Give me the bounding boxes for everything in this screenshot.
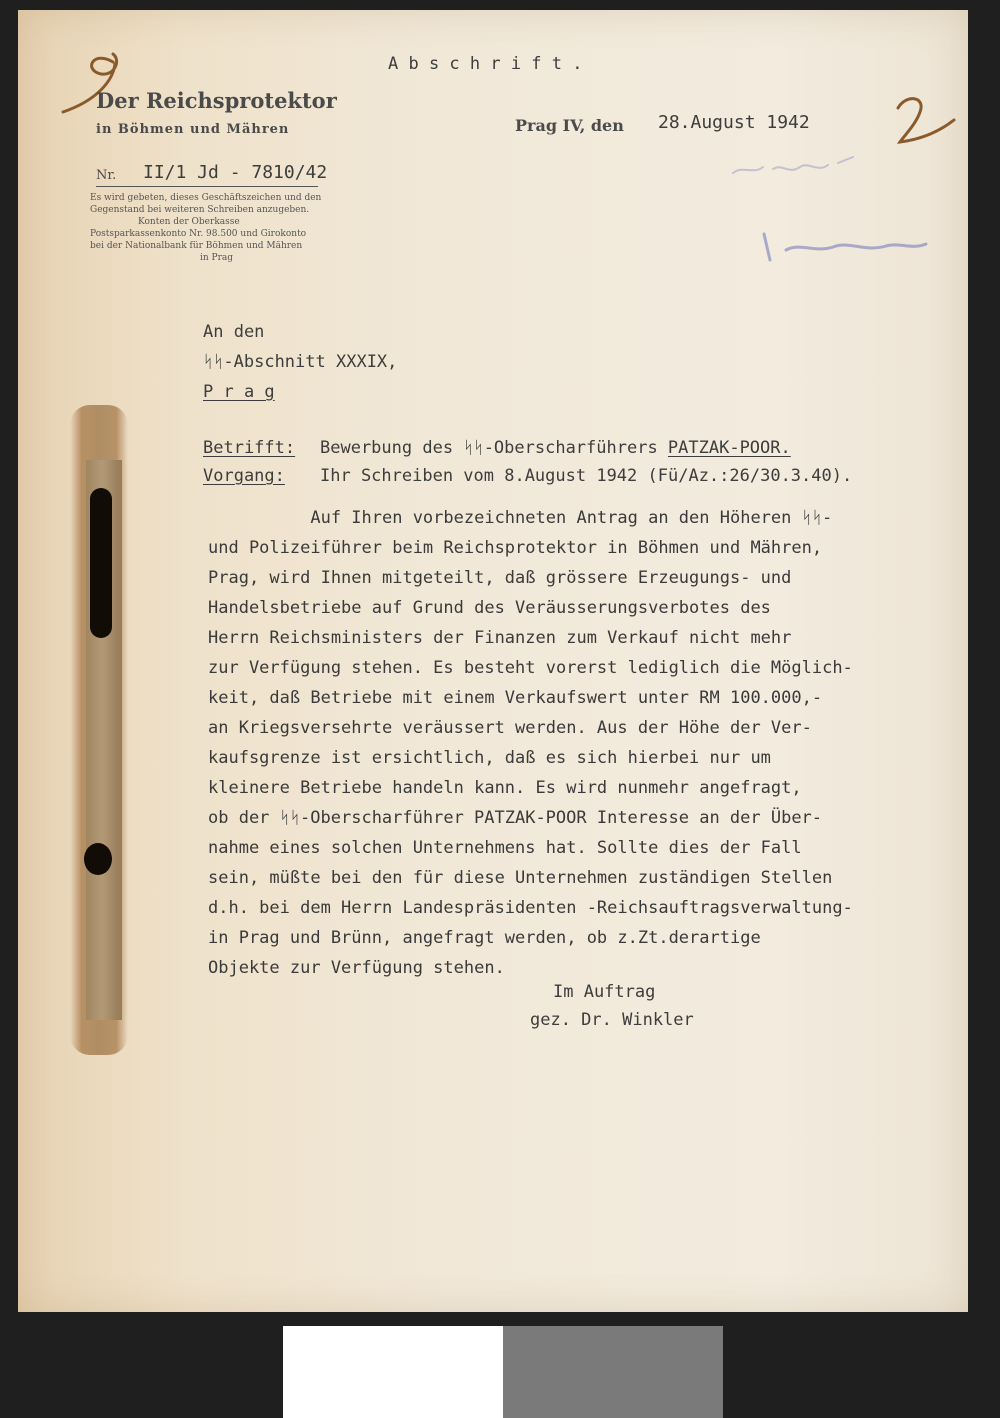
pencil-scribble-2 [756,220,936,270]
betrifft-subject: Bewerbung des ᛋᛋ-Oberscharführers [320,438,668,458]
body-line: nahme eines solchen Unternehmens hat. Sollte dies der Fall [208,838,802,858]
recipient-line-1: An den [203,322,265,342]
vorgang-label: Vorgang: [203,466,285,486]
body-line: und Polizeiführer beim Reichsprotektor in Böhmen und Mähren, [208,538,823,558]
letter-date: 28.August 1942 [658,112,810,133]
body-line: in Prag und Brünn, angefragt werden, ob z.Zt.derartige [208,928,761,948]
punch-hole-bottom [84,843,112,875]
header-note: Gegenstand bei weiteren Schreiben anzugeben. [90,205,310,215]
betrifft-name: PATZAK-POOR. [667,438,791,458]
punch-hole-top [90,488,112,638]
recipient-line-2: ᛋᛋ-Abschnitt XXXIX, [203,352,398,372]
signature-line-2: gez. Dr. Winkler [530,1010,694,1030]
reference-number: II/1 Jd - 7810/42 [143,162,328,183]
body-line: zur Verfügung stehen. Es besteht vorerst lediglich die Möglich- [208,658,853,678]
document-page [18,10,968,1312]
body-line: Objekte zur Verfügung stehen. [208,958,505,978]
body-line: Handelsbetriebe auf Grund des Veräusserungsverbotes des [208,598,771,618]
recipient-city: P r a g [203,382,275,402]
header-note: Es wird gebeten, dieses Geschäftszeichen und den [90,193,322,203]
body-line: d.h. bei dem Herrn Landespräsidenten -Reichsauftragsverwaltung- [208,898,853,918]
body-line: sein, müßte bei den für diese Unternehmen zuständigen Stellen [208,868,833,888]
vorgang-text: Ihr Schreiben vom 8.August 1942 (Fü/Az.:26/30.3.40). [320,466,853,486]
body-line: kleinere Betriebe handeln kann. Es wird nunmehr angefragt, [208,778,802,798]
signature-line-1: Im Auftrag [553,982,656,1002]
body-line: Auf Ihren vorbezeichneten Antrag an den Höheren ᛋᛋ- [208,508,833,528]
place-date-prefix: Prag IV, den [515,116,624,135]
header-note: Postsparkassenkonto Nr. 98.500 und Girokonto [90,229,307,239]
body-line: an Kriegsversehrte veräussert werden. Aus der Höhe der Ver- [208,718,812,738]
letterhead-subtitle: in Böhmen und Mähren [96,122,290,137]
handwritten-mark-2 [886,90,966,160]
body-line: keit, daß Betriebe mit einem Verkaufswert unter RM 100.000,- [208,688,823,708]
body-line: kaufsgrenze ist ersichtlich, daß es sich hierbei nur um [208,748,771,768]
header-note: Konten der Oberkasse [138,217,240,227]
header-note: in Prag [200,253,234,263]
body-line: ob der ᛋᛋ-Oberscharführer PATZAK-POOR Interesse an der Über- [208,808,823,828]
body-line: Herrn Reichsministers der Finanzen zum Verkauf nicht mehr [208,628,792,648]
header-note: bei der Nationalbank für Böhmen und Mähren [90,241,303,251]
white-calibration-swatch [283,1326,503,1418]
header-notes [90,192,330,264]
betrifft-label: Betrifft: [203,438,296,458]
letterhead-title: Der Reichsprotektor [96,88,337,113]
copy-label: A b s c h r i f t . [388,54,583,74]
betrifft-text [320,438,791,458]
reference-prefix: Nr. [96,168,117,183]
pencil-scribble-1 [728,145,868,185]
gray-calibration-swatch [503,1326,723,1418]
reference-underline [96,186,318,187]
body-line: Prag, wird Ihnen mitgeteilt, daß grössere Erzeugungs- und [208,568,792,588]
